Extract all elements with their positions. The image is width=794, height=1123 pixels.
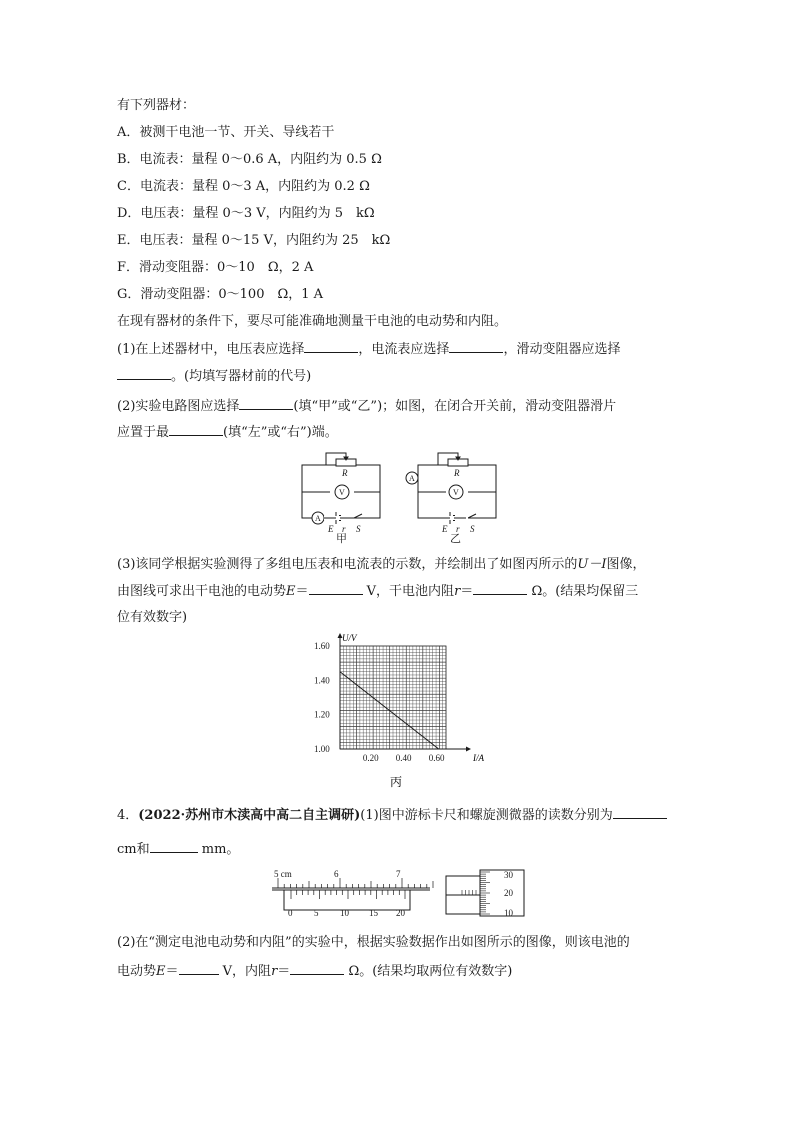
- question-2-line-2: 应置于最 (填“左”或“右”)端。: [117, 425, 338, 440]
- item-f: F．滑动变阻器：0～10 Ω，2 A: [117, 260, 314, 275]
- question-1-line-2: 。(均填写器材前的代号): [117, 367, 311, 386]
- answer-blank-caliper[interactable]: [613, 806, 667, 819]
- label-r-internal-left: r: [342, 524, 346, 534]
- item-g: G．滑动变阻器：0～100 Ω，1 A: [117, 287, 324, 302]
- vernier-10: 10: [340, 908, 349, 918]
- item-a: A．被测干电池一节、开关、导线若干: [117, 125, 335, 140]
- y-tick-label: 1.60: [314, 641, 330, 651]
- caliper-main-6: 6: [334, 869, 339, 879]
- question-5-line: (2)在“测定电池电动势和内阻”的实验中，根据实验数据作出如图所示的图像，则该电池的: [117, 935, 630, 950]
- question-3-line-2: 由图线可求出干电池的电动势E＝ V，干电池内阻r＝ Ω。(结果均保留三: [117, 584, 639, 599]
- caliper-vernier-scale: [284, 890, 410, 910]
- y-tick-label: 1.20: [314, 709, 330, 720]
- vernier-20: 20: [396, 908, 405, 918]
- question-4-line: 4．(2022·苏州市木渎高中高二自主调研)(1)图中游标卡尺和螺旋测微器的读数分别为: [117, 806, 667, 825]
- answer-blank-emf[interactable]: [309, 582, 363, 595]
- chart-x-axis-label: I/A: [473, 753, 484, 763]
- caption-yi: 乙: [450, 533, 461, 544]
- label-r-internal-right: r: [456, 524, 460, 534]
- label-a-right: A: [409, 474, 415, 483]
- question-3-line-3: 位有效数字): [117, 610, 188, 625]
- y-tick-label: 1.40: [314, 675, 330, 686]
- item-e: E．电压表：量程 0～15 V，内阻约为 25 kΩ: [117, 233, 391, 248]
- vernier-0: 0: [288, 908, 293, 918]
- answer-blank-micrometer[interactable]: [150, 840, 198, 853]
- answer-blank-ammeter[interactable]: [449, 340, 503, 353]
- label-e-left: E: [328, 524, 334, 534]
- vernier-caliper-and-micrometer: [264, 864, 534, 922]
- y-tick-label: 1.00: [314, 744, 330, 754]
- condition-line: 在现有器材的条件下，要尽可能准确地测量干电池的电动势和内阻。: [117, 314, 508, 329]
- x-tick-label: 0.20: [362, 753, 379, 763]
- question-3-line: (3)该同学根据实验测得了多组电压表和电流表的示数，并绘制出了如图丙所示的U－I图像，: [117, 557, 646, 572]
- caliper-unit-label: 5 cm: [274, 869, 292, 879]
- x-axis-arrow: [466, 747, 471, 752]
- question-1-line: (1)在上述器材中，电压表应选择 ，电流表应选择 ，滑动变阻器应选择: [117, 342, 621, 357]
- label-r-right: R: [454, 468, 460, 478]
- micrometer-ticks: [462, 872, 490, 914]
- vernier-5: 5: [314, 908, 319, 918]
- intro-line: 有下列器材：: [117, 98, 196, 113]
- answer-blank-resistance[interactable]: [473, 582, 527, 595]
- item-d: D．电压表：量程 0～3 V，内阻约为 5 kΩ: [117, 206, 375, 221]
- label-s-right: S: [470, 524, 475, 534]
- label-s-left: S: [356, 524, 361, 534]
- x-tick-label: 0.60: [428, 753, 445, 763]
- answer-blank-voltmeter[interactable]: [304, 340, 358, 353]
- chart-caption: 丙: [390, 775, 403, 789]
- label-r-left: R: [342, 468, 348, 478]
- x-tick-label: 0.40: [395, 753, 412, 763]
- answer-blank-emf-2[interactable]: [179, 962, 219, 975]
- item-c: C．电流表：量程 0～3 A，内阻约为 0.2 Ω: [117, 179, 370, 194]
- label-e-right: E: [442, 524, 448, 534]
- caliper-main-ticks: [278, 878, 433, 888]
- chart-grid: [340, 646, 446, 749]
- answer-blank-rheostat[interactable]: [117, 367, 171, 380]
- item-b: B．电流表：量程 0～0.6 A，内阻约为 0.5 Ω: [117, 152, 382, 167]
- label-v-right: V: [453, 488, 459, 497]
- label-a-left: A: [315, 514, 321, 523]
- micrometer-30: 30: [504, 870, 513, 880]
- circuit-diagrams: [290, 448, 500, 544]
- question-5-line-2: 电动势E＝ V，内阻r＝ Ω。(结果均取两位有效数字): [117, 964, 513, 979]
- vernier-15: 15: [369, 908, 378, 918]
- ui-chart: [308, 632, 488, 792]
- caliper-main-7: 7: [396, 869, 401, 879]
- answer-blank-resistance-2[interactable]: [290, 962, 344, 975]
- answer-blank-circuit[interactable]: [239, 397, 293, 410]
- micrometer-20: 20: [504, 888, 513, 898]
- micrometer-10: 10: [504, 908, 513, 918]
- question-2-line: (2)实验电路图应选择 (填“甲”或“乙”)；如图，在闭合开关前，滑动变阻器滑片: [117, 399, 617, 414]
- label-v-left: V: [339, 488, 345, 497]
- caption-jia: 甲: [336, 533, 347, 544]
- chart-y-axis-label: U/V: [342, 633, 357, 643]
- question-4-line-2: cm和 mm。: [117, 842, 240, 857]
- answer-blank-slider-end[interactable]: [169, 423, 223, 436]
